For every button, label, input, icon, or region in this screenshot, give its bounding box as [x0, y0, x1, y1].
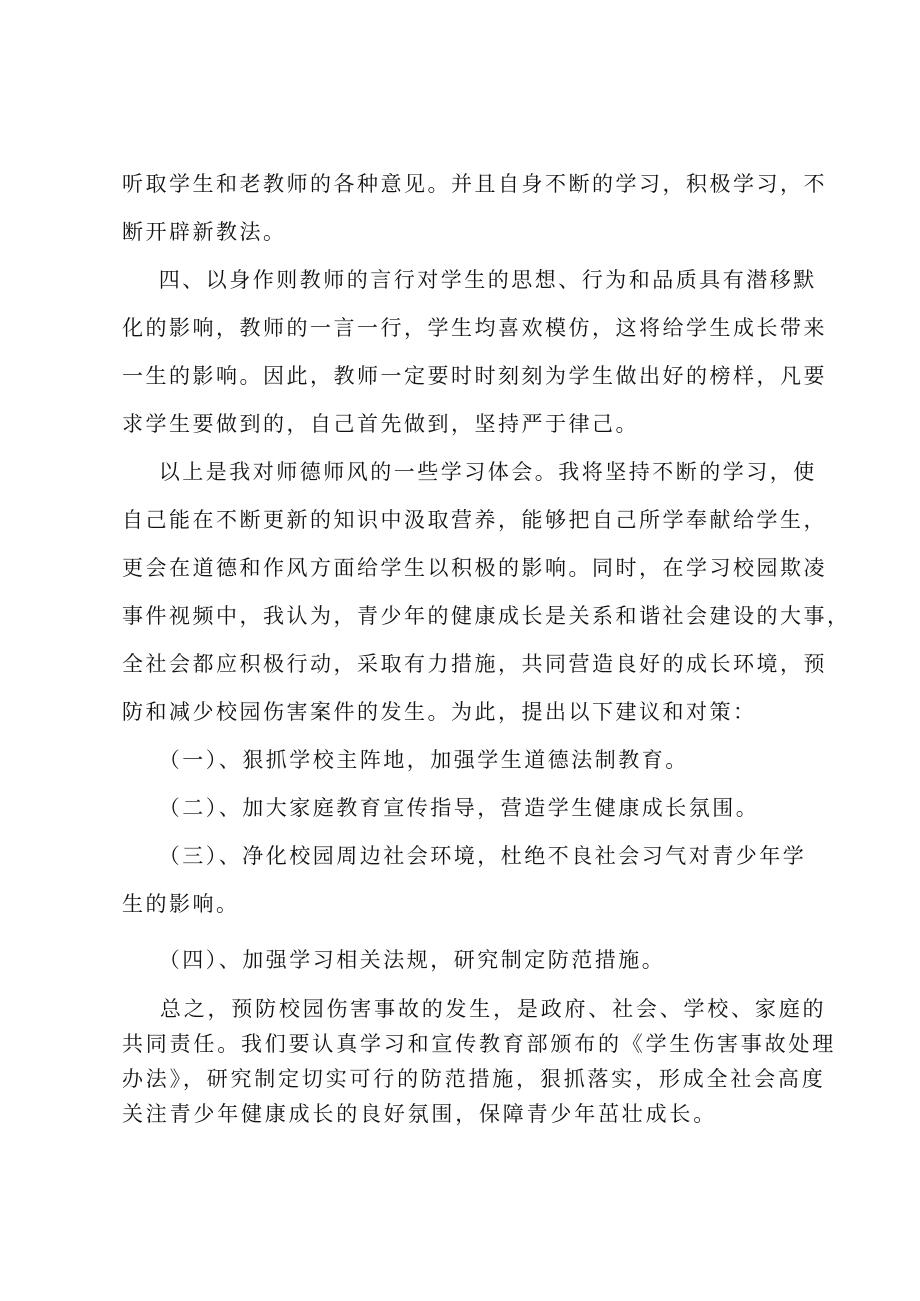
text-line: （四）、加强学习相关法规，研究制定防范措施。: [122, 948, 666, 972]
list-item-two: [122, 784, 822, 832]
text-line: （一）、狠抓学校主阵地，加强学生道德法制教育。: [122, 748, 689, 772]
text-line: 四、以身作则教师的言行对学生的思想、行为和品质具有潜移默: [122, 268, 817, 292]
list-item-four: [122, 936, 822, 984]
text-line: （三）、净化校园周边社会环境，杜绝不良社会习气对青少年学: [122, 844, 807, 868]
text-line: 事件视频中，我认为，青少年的健康成长是关系和谐社会建设的大事，: [122, 604, 851, 628]
text-line: 关注青少年健康成长的良好氛围，保障青少年茁壮成长。: [122, 1102, 717, 1126]
text-line: 一生的影响。因此，教师一定要时时刻刻为学生做出好的榜样，凡要: [122, 364, 827, 388]
text-line: 生的影响。: [122, 892, 240, 916]
list-item-one: [122, 736, 822, 784]
text-line: 以上是我对师德师风的一些学习体会。我将坚持不断的学习，使: [122, 460, 817, 484]
text-line: 共同责任。我们要认真学习和宣传教育部颁布的《学生伤害事故处理: [122, 1032, 836, 1056]
paragraph-summary: [122, 448, 851, 736]
text-line: 总之，预防校园伤害事故的发生，是政府、社会、学校、家庭的: [122, 997, 827, 1021]
text-line: 自己能在不断更新的知识中汲取营养，能够把自己所学奉献给学生，: [122, 508, 827, 532]
text-line: 断开辟新教法。: [122, 220, 287, 244]
text-line: 办法》，研究制定切实可行的防范措施，狠抓落实，形成全社会高度: [122, 1067, 826, 1091]
paragraph-lead-by-example: [122, 256, 827, 448]
text-line: 求学生要做到的，自己首先做到，坚持严于律己。: [122, 412, 639, 436]
text-line: （二）、加大家庭教育宣传指导，营造学生健康成长氛围。: [122, 796, 760, 820]
paragraph-conclusion: [122, 992, 836, 1132]
text-line: 听取学生和老教师的各种意见。并且自身不断的学习，积极学习，不: [122, 172, 827, 196]
text-line: 防和减少校园伤害案件的发生。为此，提出以下建议和对策：: [122, 700, 757, 724]
text-line: 更会在道德和作风方面给学生以积极的影响。同时，在学习校园欺凌: [122, 556, 827, 580]
list-item-three: [122, 832, 822, 928]
paragraph-continuation: [122, 160, 827, 256]
text-line: 化的影响，教师的一言一行，学生均喜欢模仿，这将给学生成长带来: [122, 316, 827, 340]
text-line: 全社会都应积极行动，采取有力措施，共同营造良好的成长环境，预: [122, 652, 827, 676]
